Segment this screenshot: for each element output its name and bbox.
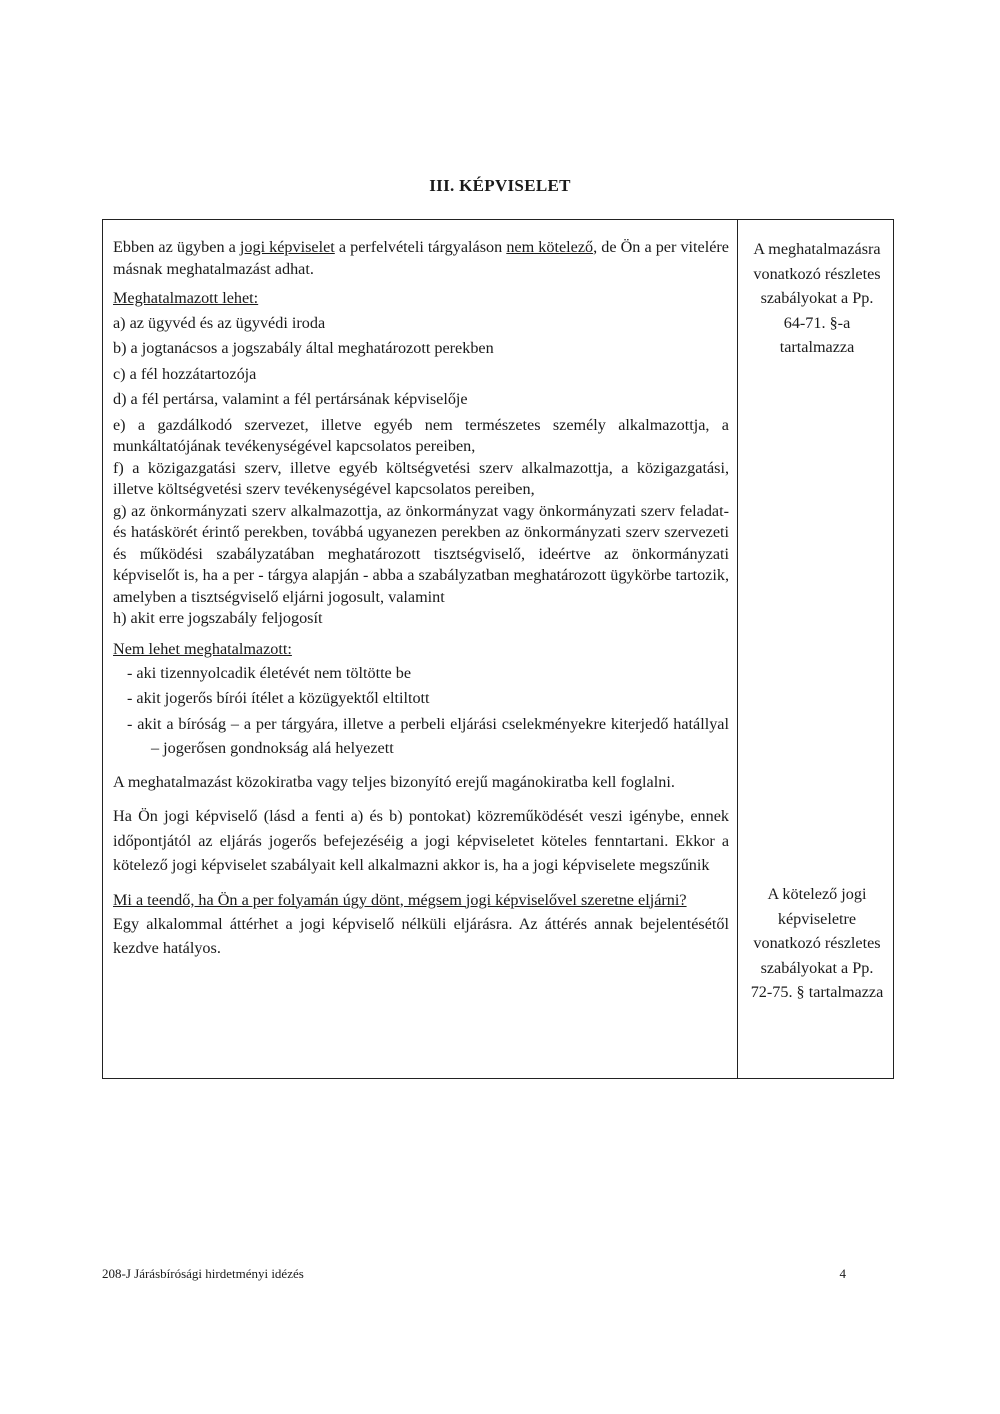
intro-underlined-1: jogi képviselet xyxy=(239,238,335,256)
side-note-line: 72-75. § tartalmazza xyxy=(750,983,884,1001)
allowed-item-d: d) a fél pertársa, valamint a fél pertársának képviselője xyxy=(113,390,468,408)
allowed-item-a: a) az ügyvéd és az ügyvédi iroda xyxy=(113,313,326,332)
intro-text-3: , de Ön a per vitelére másnak meghatalmazást adhat. xyxy=(113,238,729,278)
allowed-item-h: h) akit erre jogszabály feljogosít xyxy=(113,609,323,627)
content-table xyxy=(102,219,894,1079)
allowed-heading: Meghatalmazott lehet: xyxy=(113,289,259,307)
side-note-line: képviseletre xyxy=(777,909,857,928)
page-footer xyxy=(102,1266,846,1282)
side-note-line: vonatkozó részletes xyxy=(753,934,881,952)
allowed-item-c: c) a fél hozzátartozója xyxy=(113,364,257,383)
column-divider xyxy=(737,220,738,1078)
question-heading: Mi a teendő, ha Ön a per folyamán úgy dönt, mégsem jogi képviselővel szeretne eljárni? xyxy=(113,890,687,909)
form-paragraph: A meghatalmazást közokiratba vagy teljes bizonyító erejű magánokiratba kell foglalni. xyxy=(113,773,675,791)
intro-text-2: a perfelvételi tárgyaláson xyxy=(334,238,507,256)
lawyer-paragraph: Ha Ön jogi képviselő (lásd a fenti a) és b) pontokat) közreműködését veszi igénybe, ennek időpontjától az eljárás jogerős befejezéséig a jogi képviseletet köteles fenntartani. Ekkor a kötelező jogi képviselet szabályait kell alkalmazni akkor is, ha a jogi képviselete megszűnik xyxy=(113,807,729,874)
answer-paragraph: Egy alkalommal áttérhet a jogi képviselő nélküli eljárásra. Az áttérés annak bejelentésétől kezdve hatályos. xyxy=(113,914,729,957)
side-note-line: tartalmazza xyxy=(779,338,855,356)
intro-text-1: Ebben az ügyben a xyxy=(113,238,240,256)
side-note-line: A kötelező jogi xyxy=(767,885,867,903)
not-allowed-heading: Nem lehet meghatalmazott: xyxy=(113,639,292,658)
not-allowed-item-3: - akit a bíróság – a per tárgyára, illetve a perbeli eljárási cselekményekre kiterjedő hatállyal – jogerősen gondnokság alá helyezett xyxy=(127,715,729,757)
intro-paragraph xyxy=(113,237,729,280)
side-note-line: vonatkozó részletes xyxy=(753,264,881,283)
side-note-representation xyxy=(739,237,895,360)
allowed-item-b: b) a jogtanácsos a jogszabály által meghatározott perekben xyxy=(113,339,494,357)
allowed-item-f: f) a közigazgatási szerv, illetve egyéb költségvetési szerv alkalmazottja, a közigazgatási, illetve költségvetési szerv tevékenységével kapcsolatos pereiben, xyxy=(113,458,729,498)
not-allowed-item-1: - aki tizennyolcadik életévét nem töltötte be xyxy=(127,664,412,682)
allowed-item-g: g) az önkormányzati szerv alkalmazottja, az önkormányzat vagy önkormányzati szerv feladat- és hatáskörét érintő perekben, továbbá ugyanezen perekben az önkormányzati szerv szervezeti és működési szabályzatában meghatározott tisztségviselő, ideértve az önkormányzati képviselőt is, ha a per - tárgya alapján - abba a szabályzatban meghatározott ügykörbe tartozik, amelyben a tisztségviselő eljárni jogosult, valamint xyxy=(113,501,729,606)
side-note-mandatory-representation xyxy=(739,882,895,1005)
allowed-item-e: e) a gazdálkodó szervezet, illetve egyéb nem természetes személy alkalmazottja, a munkáltatójának tevékenységével kapcsolatos pereiben, xyxy=(113,415,729,455)
side-note-line: 64-71. §-a xyxy=(783,313,851,332)
main-column xyxy=(113,237,729,960)
not-allowed-item-2: - akit jogerős bírói ítélet a közügyektől eltiltott xyxy=(127,688,430,707)
side-note-line: szabályokat a Pp. xyxy=(760,958,874,977)
intro-underlined-2: nem kötelező xyxy=(506,238,594,256)
page-number: 4 xyxy=(839,1266,846,1281)
side-note-line: A meghatalmazásra xyxy=(753,240,881,258)
section-heading: III. KÉPVISELET xyxy=(429,176,571,195)
footer-label: 208-J Járásbírósági hirdetményi idézés xyxy=(102,1266,304,1281)
side-note-line: szabályokat a Pp. xyxy=(760,289,874,307)
